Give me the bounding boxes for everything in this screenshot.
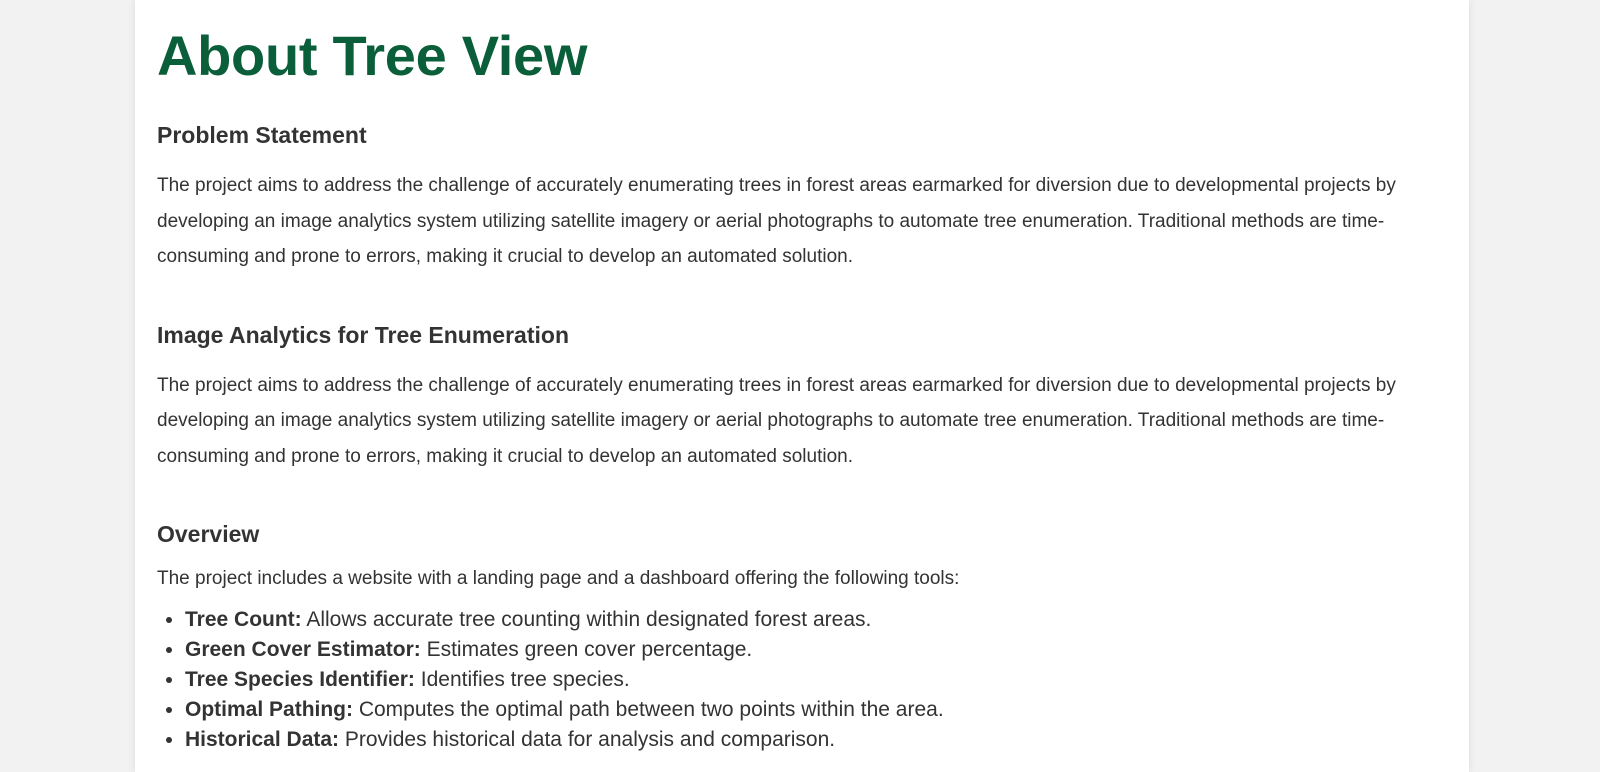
tool-name: Optimal Pathing: — [185, 698, 353, 721]
tools-list — [157, 605, 1447, 755]
problem-statement-text: The project aims to address the challenge of accurately enumerating trees in forest areas earmarked for diversion due to developmental projects by developing an image analytics system utilizing satellite imagery or aerial photographs to automate tree enumeration. Traditional methods are time-consuming and prone to errors, making it crucial to develop an automated solution. — [157, 175, 1396, 267]
tool-description: Identifies tree species. — [414, 668, 630, 691]
overview-section — [157, 519, 1447, 755]
content-card — [135, 0, 1469, 772]
tool-name: Tree Count: — [185, 608, 302, 631]
image-analytics-text: The project aims to address the challenge of accurately enumerating trees in forest areas earmarked for diversion due to developmental projects by developing an image analytics system utilizing satellite imagery or aerial photographs to automate tree enumeration. Traditional methods are time-consuming and prone to errors, making it crucial to develop an automated solution. — [157, 374, 1396, 467]
tool-description: Computes the optimal path between two points within the area. — [353, 698, 944, 721]
tool-name: Historical Data: — [185, 728, 340, 751]
overview-intro: The project includes a website with a landing page and a dashboard offering the following tools: — [157, 568, 960, 589]
problem-statement-heading: Problem Statement — [157, 122, 367, 148]
image-analytics-section — [157, 320, 1447, 475]
list-item — [185, 635, 1447, 665]
tool-description: Estimates green cover percentage. — [420, 638, 753, 661]
problem-statement-section — [157, 120, 1447, 275]
tool-name: Green Cover Estimator: — [185, 638, 421, 661]
image-analytics-heading: Image Analytics for Tree Enumeration — [157, 321, 569, 348]
list-item — [185, 725, 1447, 755]
tool-name: Tree Species Identifier: — [185, 668, 415, 691]
list-item — [185, 605, 1447, 635]
page-title: About Tree View — [157, 24, 588, 87]
overview-heading: Overview — [157, 521, 260, 547]
tool-description: Provides historical data for analysis and comparison. — [339, 728, 836, 751]
list-item — [185, 665, 1447, 695]
tool-description: Allows accurate tree counting within designated forest areas. — [301, 608, 872, 631]
list-item — [185, 695, 1447, 725]
